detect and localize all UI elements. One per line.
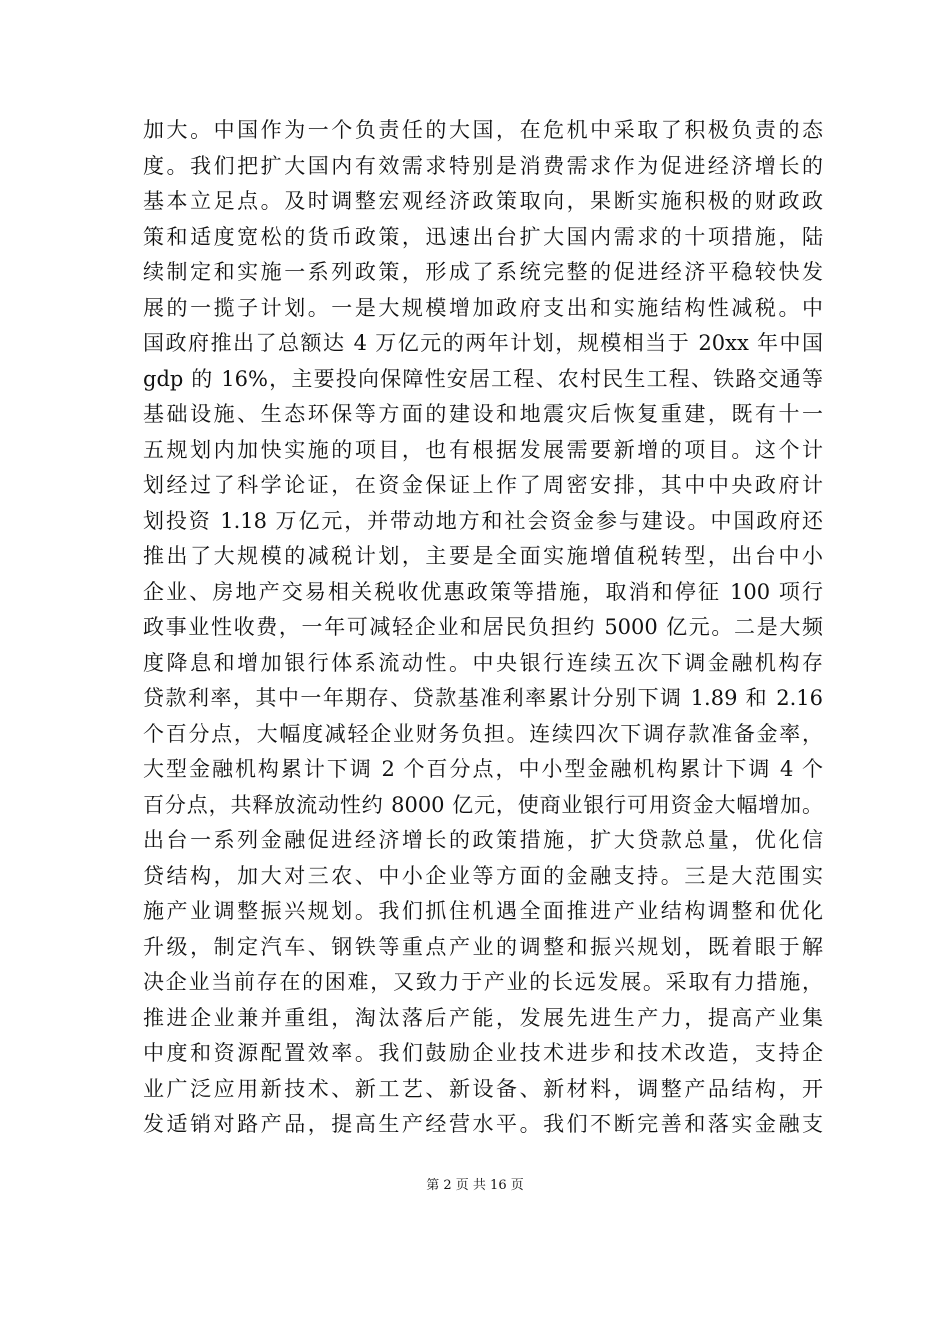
- text-line: 策和适度宽松的货币政策，迅速出台扩大国内需求的十项措施，陆: [143, 224, 823, 249]
- text-line: 续制定和实施一系列政策，形成了系统完整的促进经济平稳较快发: [143, 260, 823, 284]
- text-line: 划投资 1.18 万亿元，并带动地方和社会资金参与建设。中国政府还: [143, 508, 823, 533]
- text-line: 基本立足点。及时调整宏观经济政策取向，果断实施积极的财政政: [143, 189, 823, 213]
- text-line: 企业、房地产交易相关税收优惠政策等措施，取消和停征 100 项行: [143, 579, 823, 604]
- text-line: 展的一揽子计划。一是大规模增加政府支出和实施结构性减税。中: [143, 295, 823, 320]
- text-line: 贷款利率，其中一年期存、贷款基准利率累计分别下调 1.89 和 2.16: [143, 686, 823, 710]
- text-line: 决企业当前存在的困难，又致力于产业的长远发展。采取有力措施，: [143, 970, 823, 994]
- text-line: 划经过了科学论证，在资金保证上作了周密安排，其中中央政府计: [143, 473, 823, 497]
- text-line: 大型金融机构累计下调 2 个百分点，中小型金融机构累计下调 4 个: [143, 757, 823, 781]
- text-line: 贷结构，加大对三农、中小企业等方面的金融支持。三是大范围实: [143, 863, 823, 888]
- text-line: 国政府推出了总额达 4 万亿元的两年计划，规模相当于 20xx 年中国: [143, 331, 823, 355]
- text-line: 百分点，共释放流动性约 8000 亿元，使商业银行可用资金大幅增加。: [143, 792, 823, 817]
- text-line: 施产业调整振兴规划。我们抓住机遇全面推进产业结构调整和优化: [143, 899, 823, 923]
- text-line: 升级，制定汽车、钢铁等重点产业的调整和振兴规划，既着眼于解: [143, 934, 823, 959]
- text-line: 中度和资源配置效率。我们鼓励企业技术进步和技术改造，支持企: [143, 1041, 823, 1065]
- text-line: gdp 的 16%，主要投向保障性安居工程、农村民生工程、铁路交通等: [143, 366, 823, 391]
- text-line: 政事业性收费，一年可减轻企业和居民负担约 5000 亿元。二是大频: [143, 615, 823, 639]
- body-text: [143, 113, 823, 1143]
- text-line: 个百分点，大幅度减轻企业财务负担。连续四次下调存款准备金率，: [143, 721, 823, 746]
- text-line: 出台一系列金融促进经济增长的政策措施，扩大贷款总量，优化信: [143, 828, 823, 852]
- page-footer: [0, 1177, 950, 1195]
- text-line: 业广泛应用新技术、新工艺、新设备、新材料，调整产品结构，开: [143, 1076, 823, 1101]
- text-line: 加大。中国作为一个负责任的大国，在危机中采取了积极负责的态: [143, 118, 823, 142]
- text-line: 发适销对路产品，提高生产经营水平。我们不断完善和落实金融支: [143, 1112, 823, 1136]
- text-line: 度。我们把扩大国内有效需求特别是消费需求作为促进经济增长的: [143, 153, 823, 178]
- text-line: 推进企业兼并重组，淘汰落后产能，发展先进生产力，提高产业集: [143, 1005, 823, 1030]
- text-line: 基础设施、生态环保等方面的建设和地震灾后恢复重建，既有十一: [143, 402, 823, 426]
- text-line: 五规划内加快实施的项目，也有根据发展需要新增的项目。这个计: [143, 437, 823, 462]
- page-number: 第 2 页 共 16 页: [426, 1178, 524, 1193]
- text-line: 推出了大规模的减税计划，主要是全面实施增值税转型，出台中小: [143, 544, 823, 568]
- text-line: 度降息和增加银行体系流动性。中央银行连续五次下调金融机构存: [143, 650, 823, 675]
